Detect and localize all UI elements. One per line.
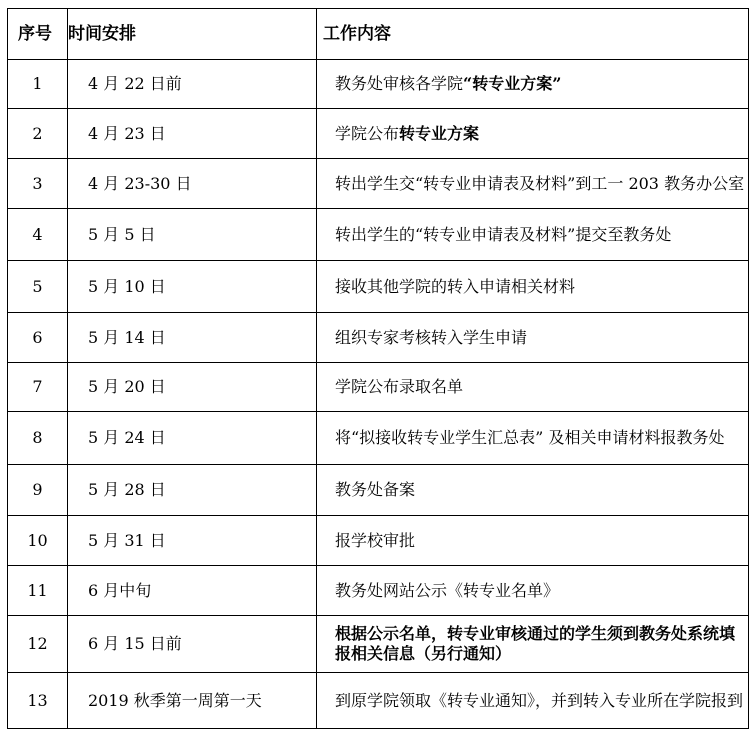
row-task [317, 313, 749, 363]
task-text-pre: 将“拟接收转专业学生汇总表” 及相关申请材料报教务处 [335, 428, 725, 447]
table-row [8, 109, 749, 159]
row-task [317, 465, 749, 516]
row-number: 4 [8, 209, 68, 261]
table-row [8, 159, 749, 209]
table-row [8, 313, 749, 363]
table-row [8, 616, 749, 673]
row-date: 5 月 24 日 [68, 412, 317, 465]
row-task [317, 209, 749, 261]
row-date: 5 月 5 日 [68, 209, 317, 261]
header-row [8, 9, 749, 60]
task-text-pre: 学院公布 [335, 123, 400, 143]
task-text-pre: 教务处网站公示《转专业名单》 [335, 580, 560, 600]
row-number: 1 [8, 60, 68, 109]
row-date: 5 月 14 日 [68, 313, 317, 363]
row-number: 5 [8, 261, 68, 313]
row-date: 5 月 20 日 [68, 363, 317, 412]
row-date: 4 月 22 日前 [68, 60, 317, 109]
table-row [8, 465, 749, 516]
row-date: 5 月 28 日 [68, 465, 317, 516]
task-text-pre: 学院公布录取名单 [335, 377, 464, 396]
row-number: 6 [8, 313, 68, 363]
table-row [8, 412, 749, 465]
table-row [8, 261, 749, 313]
table-row [8, 209, 749, 261]
task-text-pre: 到原学院领取《转专业通知》，并到转入专业所在学院报到 [335, 690, 744, 710]
row-task [317, 673, 749, 729]
header-time: 时间安排 [68, 9, 317, 60]
row-date: 4 月 23-30 日 [68, 159, 317, 209]
row-number: 2 [8, 109, 68, 159]
row-number: 11 [8, 566, 68, 616]
row-task [317, 412, 749, 465]
row-task [317, 109, 749, 159]
table-row [8, 566, 749, 616]
row-date: 6 月中旬 [68, 566, 317, 616]
row-task [317, 363, 749, 412]
header-seq: 序号 [8, 9, 68, 60]
table-row [8, 673, 749, 729]
row-task [317, 616, 749, 673]
schedule-table [7, 8, 749, 729]
task-text-pre: 报学校审批 [335, 530, 416, 550]
row-task [317, 60, 749, 109]
row-date: 4 月 23 日 [68, 109, 317, 159]
row-number: 9 [8, 465, 68, 516]
table-row [8, 363, 749, 412]
task-text-pre: 接收其他学院的转入申请相关材料 [335, 276, 576, 296]
task-text-bold: 根据公示名单，转专业审核通过的学生须到教务处系统填报相关信息（另行通知） [335, 624, 736, 663]
row-task [317, 516, 749, 566]
table-row [8, 60, 749, 109]
table-row [8, 516, 749, 566]
row-task [317, 159, 749, 209]
row-number: 13 [8, 673, 68, 729]
row-task [317, 566, 749, 616]
row-date: 5 月 31 日 [68, 516, 317, 566]
task-text-pre: 教务处备案 [335, 480, 416, 499]
task-text-pre: 转出学生交“转专业申请表及材料”到工一 203 教务办公室 [335, 173, 745, 193]
row-number: 8 [8, 412, 68, 465]
task-text-bold: “转专业方案” [463, 74, 562, 93]
row-date: 5 月 10 日 [68, 261, 317, 313]
row-number: 3 [8, 159, 68, 209]
row-task [317, 261, 749, 313]
task-text-pre: 组织专家考核转入学生申请 [335, 327, 528, 347]
task-text-pre: 教务处审核各学院 [335, 74, 464, 93]
row-number: 10 [8, 516, 68, 566]
task-text-pre: 转出学生的“转专业申请表及材料”提交至教务处 [335, 224, 672, 244]
header-content: 工作内容 [317, 9, 749, 60]
row-date: 2019 秋季第一周第一天 [68, 673, 317, 729]
row-number: 7 [8, 363, 68, 412]
row-number: 12 [8, 616, 68, 673]
row-date: 6 月 15 日前 [68, 616, 317, 673]
task-text-bold: 转专业方案 [399, 123, 480, 143]
